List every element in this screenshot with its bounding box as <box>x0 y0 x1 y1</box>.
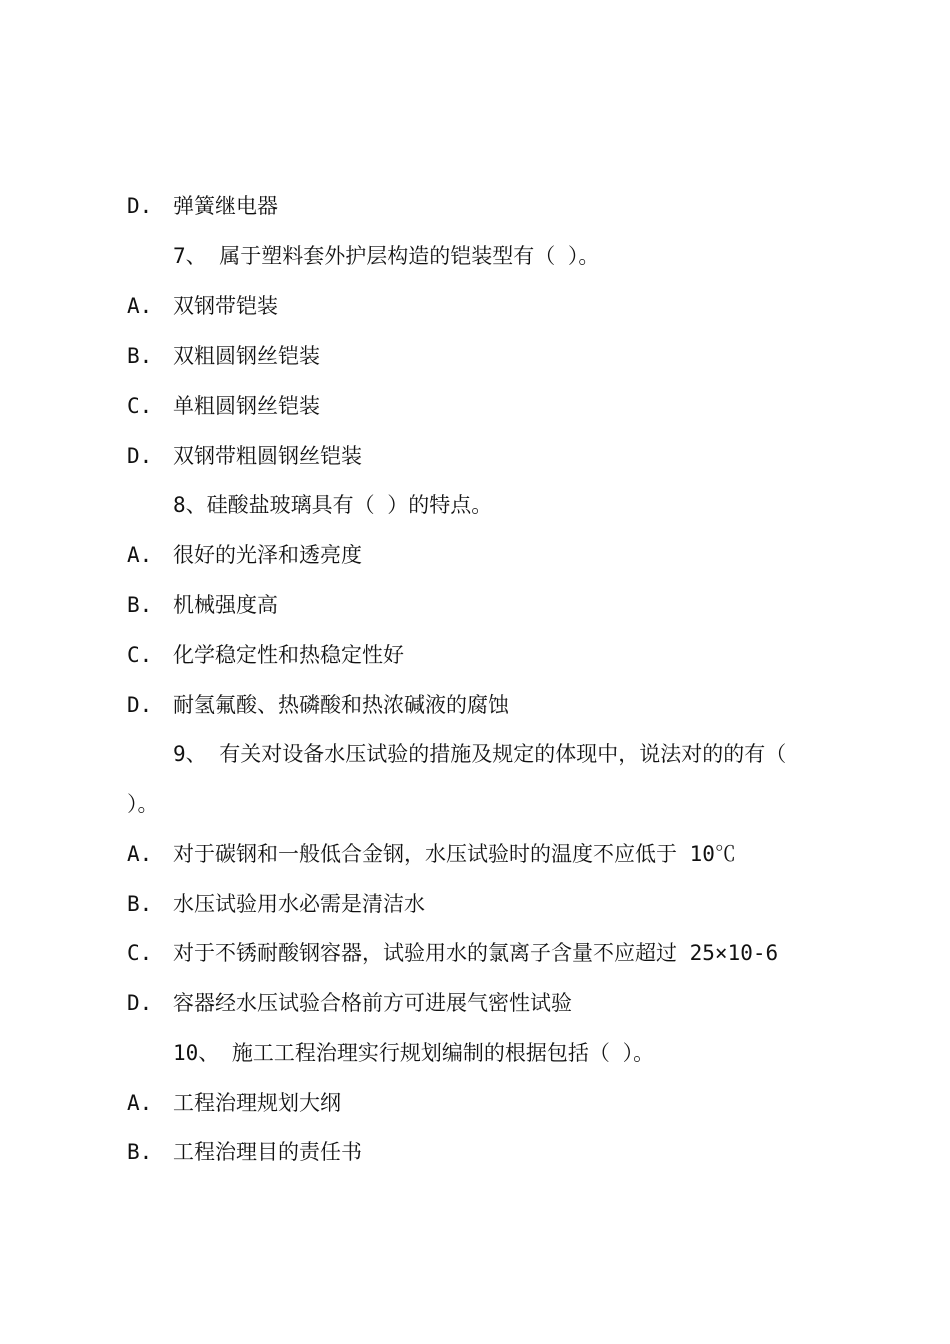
option-line <box>127 545 362 566</box>
option-line <box>127 296 278 317</box>
option-letter: B. <box>127 344 153 368</box>
option-letter: C. <box>127 643 153 667</box>
option-letter: C. <box>127 394 153 418</box>
option-text: 单粗圆钢丝铠装 <box>173 394 320 418</box>
question-line: 8、硅酸盐玻璃具有（ ）的特点。 <box>173 493 493 517</box>
option-letter: B. <box>127 892 153 916</box>
option-text: 双粗圆钢丝铠装 <box>173 344 320 368</box>
option-text: 双钢带铠装 <box>173 294 278 318</box>
option-line <box>127 1142 362 1163</box>
option-letter: C. <box>127 941 153 965</box>
option-line <box>127 396 320 417</box>
option-text: 对于碳钢和一般低合金钢，水压试验时的温度不应低于 10℃ <box>173 842 736 866</box>
question-continuation: ）。 <box>127 792 159 816</box>
option-letter: A. <box>127 294 153 318</box>
option-text: 工程治理规划大纲 <box>173 1091 341 1115</box>
question-line: 10、 施工工程治理实行规划编制的根据包括（ ）。 <box>173 1041 655 1065</box>
option-text: 水压试验用水必需是清洁水 <box>173 892 425 916</box>
option-letter: D. <box>127 991 153 1015</box>
option-text: 双钢带粗圆钢丝铠装 <box>173 444 362 468</box>
option-line <box>127 645 404 666</box>
option-text: 工程治理目的责任书 <box>173 1140 362 1164</box>
option-line <box>127 446 362 467</box>
option-line <box>127 844 736 865</box>
option-text: 耐氢氟酸、热磷酸和热浓碱液的腐蚀 <box>173 693 509 717</box>
question-line: 7、 属于塑料套外护层构造的铠装型有（ ）。 <box>173 244 600 268</box>
option-line <box>127 695 509 716</box>
option-text: 很好的光泽和透亮度 <box>173 543 362 567</box>
option-line <box>127 993 572 1014</box>
option-text: 容器经水压试验合格前方可进展气密性试验 <box>173 991 572 1015</box>
option-letter: D. <box>127 194 153 218</box>
option-text: 弹簧继电器 <box>173 194 278 218</box>
option-line <box>127 595 278 616</box>
option-line <box>127 943 778 964</box>
option-letter: A. <box>127 1091 153 1115</box>
option-line <box>127 1093 341 1114</box>
question-line: 9、 有关对设备水压试验的措施及规定的体现中，说法对的的有（ <box>173 742 787 766</box>
option-line <box>127 196 278 217</box>
option-text: 机械强度高 <box>173 593 278 617</box>
option-line <box>127 894 425 915</box>
option-text: 化学稳定性和热稳定性好 <box>173 643 404 667</box>
option-letter: A. <box>127 842 153 866</box>
option-letter: D. <box>127 693 153 717</box>
option-letter: A. <box>127 543 153 567</box>
option-letter: B. <box>127 593 153 617</box>
option-line <box>127 346 320 367</box>
option-letter: D. <box>127 444 153 468</box>
option-text: 对于不锈耐酸钢容器，试验用水的氯离子含量不应超过 25×10-6 <box>173 941 779 965</box>
option-letter: B. <box>127 1140 153 1164</box>
